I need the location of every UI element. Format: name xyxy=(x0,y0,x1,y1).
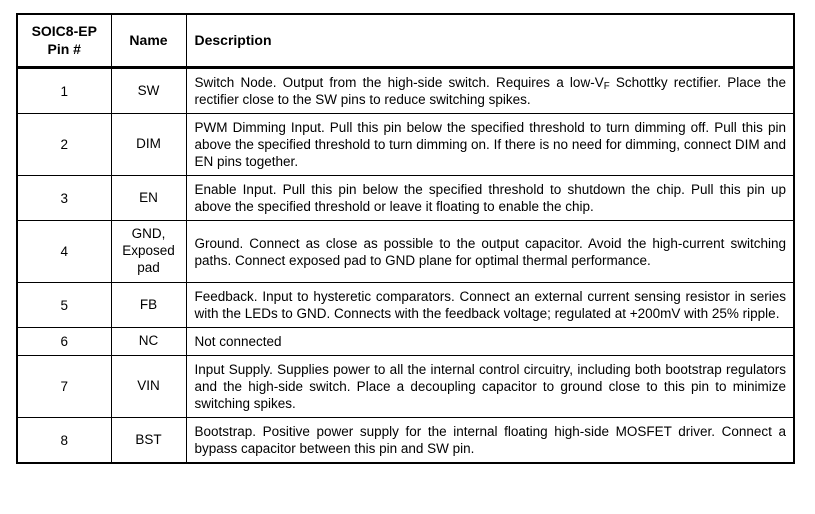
table-row xyxy=(17,114,794,176)
column-header-pin xyxy=(17,14,111,68)
table-row xyxy=(17,356,794,418)
table-body xyxy=(17,68,794,463)
column-header-pin-line2: Pin # xyxy=(47,41,81,58)
description-subscript: F xyxy=(603,81,610,93)
cell-pin-number: 5 xyxy=(17,283,111,328)
column-header-pin-line1: SOIC8-EP xyxy=(31,23,97,39)
pin-name-line: NC xyxy=(138,333,159,349)
table-header xyxy=(17,14,794,68)
table-row xyxy=(17,418,794,464)
cell-pin-name xyxy=(111,418,186,464)
pin-name-line: SW xyxy=(137,82,160,98)
pin-name-line: DIM xyxy=(136,136,161,152)
pin-name-line: BST xyxy=(135,431,162,447)
pin-name-line: GND, xyxy=(131,226,166,242)
pin-name-line: FB xyxy=(139,296,158,312)
cell-pin-name xyxy=(111,283,186,328)
cell-pin-number: 8 xyxy=(17,418,111,464)
table-header-row xyxy=(17,14,794,68)
table-row xyxy=(17,221,794,283)
cell-pin-name xyxy=(111,68,186,114)
table-row xyxy=(17,68,794,114)
cell-pin-description xyxy=(186,68,794,114)
cell-pin-number: 3 xyxy=(17,176,111,221)
column-header-name: Name xyxy=(111,14,186,68)
cell-pin-name xyxy=(111,221,186,283)
cell-pin-name xyxy=(111,328,186,356)
cell-pin-number: 7 xyxy=(17,356,111,418)
table-row xyxy=(17,283,794,328)
pin-name-line: VIN xyxy=(137,378,160,394)
pin-name-line: EN xyxy=(139,189,158,205)
cell-pin-number: 6 xyxy=(17,328,111,356)
cell-pin-description: Feedback. Input to hysteretic comparators. Connect an external current sensing resistor in series with the LEDs to GND. Connects with the feedback voltage; regulated at +200mV with 25% ripple. xyxy=(186,283,794,328)
table-row xyxy=(17,176,794,221)
cell-pin-description: PWM Dimming Input. Pull this pin below the specified threshold to turn dimming off. Pull this pin above the specified threshold to turn dimming on. If there is no need for dimming, connect DIM and EN pins together. xyxy=(186,114,794,176)
cell-pin-description: Input Supply. Supplies power to all the internal control circuitry, including both bootstrap regulators and the high-side switch. Place a decoupling capacitor to ground close to this pin to minimize switching spikes. xyxy=(186,356,794,418)
cell-pin-name xyxy=(111,176,186,221)
cell-pin-number: 2 xyxy=(17,114,111,176)
pin-name-line: Exposed xyxy=(122,243,175,259)
table-row xyxy=(17,328,794,356)
cell-pin-description: Bootstrap. Positive power supply for the internal floating high-side MOSFET driver. Connect a bypass capacitor between this pin and SW pin. xyxy=(186,418,794,464)
cell-pin-description: Enable Input. Pull this pin below the specified threshold to shutdown the chip. Pull this pin up above the specified threshold or leave it floating to enable the chip. xyxy=(186,176,794,221)
cell-pin-name xyxy=(111,356,186,418)
description-text-post: Schottky rectifier. Place the rectifier close to the SW pins to reduce switching spikes. xyxy=(194,75,787,108)
column-header-description: Description xyxy=(186,14,794,68)
cell-pin-description: Not connected xyxy=(186,328,794,356)
cell-pin-number: 1 xyxy=(17,68,111,114)
cell-pin-description: Ground. Connect as close as possible to the output capacitor. Avoid the high-current switching paths. Connect exposed pad to GND plane for optimal thermal performance. xyxy=(186,221,794,283)
cell-pin-number: 4 xyxy=(17,221,111,283)
description-text-pre: Switch Node. Output from the high-side switch. Requires a low-V xyxy=(194,75,604,91)
pin-name-line: pad xyxy=(137,260,160,276)
cell-pin-name xyxy=(111,114,186,176)
pin-description-table xyxy=(16,13,795,464)
